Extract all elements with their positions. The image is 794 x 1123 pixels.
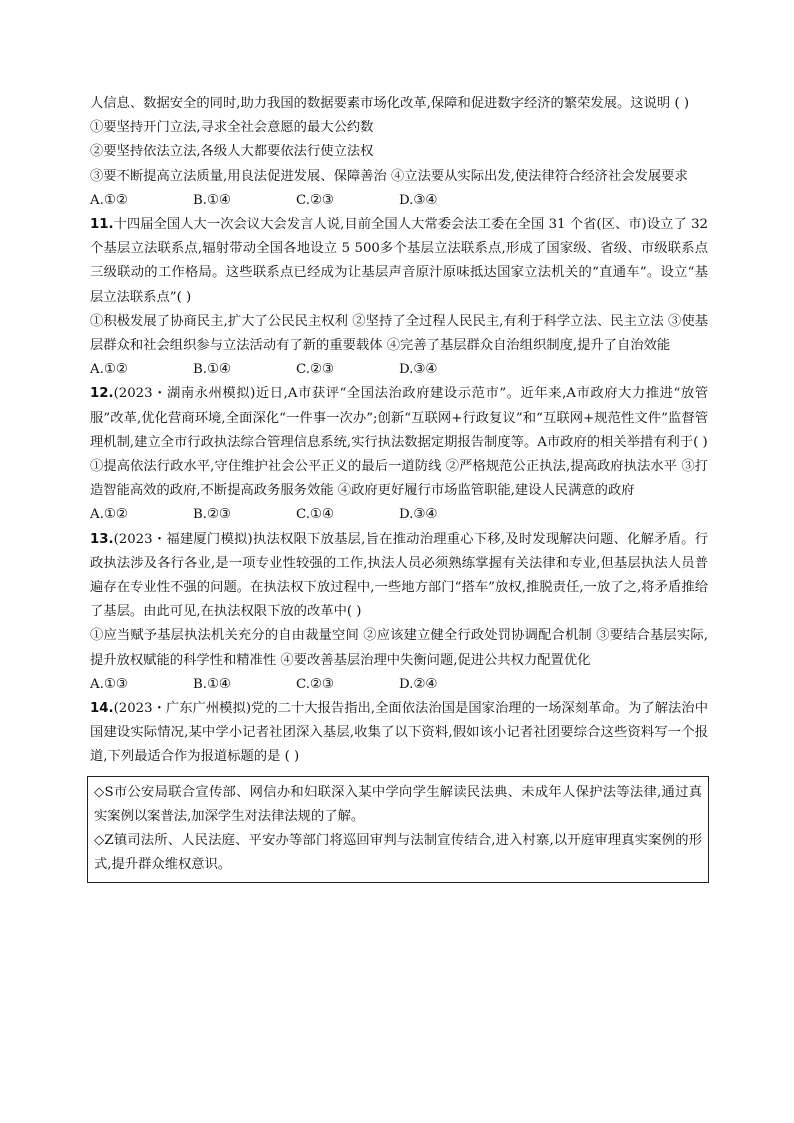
question-number: 12. [90, 386, 114, 402]
q10-stem-continued: 人信息、数据安全的同时,助力我国的数据要素市场化改革,保障和促进数字经济的繁荣发展。这说明 ( ) [90, 96, 690, 111]
material-box [87, 776, 709, 883]
exam-page [90, 92, 708, 883]
option-d[interactable]: D.③④ [399, 362, 438, 378]
q14-stem [90, 697, 708, 770]
question-number: 11. [90, 217, 114, 233]
option-d[interactable]: D.③④ [399, 507, 438, 523]
option-b[interactable]: B.①④ [193, 192, 231, 208]
option-a[interactable]: A.①② [90, 362, 128, 378]
material-item-1: ◇S市公安局联合宣传部、网信办和妇联深入某中学向学生解读民法典、未成年人保护法等法律,通过真实案例以案普法,加深学生对法律法规的了解。 [94, 784, 702, 824]
option-b[interactable]: B.②③ [193, 507, 231, 523]
q11-stem [90, 213, 708, 310]
q13-options [90, 673, 708, 697]
option-c[interactable]: C.②③ [296, 362, 334, 378]
question-number: 14. [90, 701, 114, 717]
option-c[interactable]: C.①④ [296, 507, 334, 523]
q12-statements: ①提高依法行政水平,守住维护社会公平正义的最后一道防线 ②严格规范公正执法,提高政府执法水平 ③打造智能高效的政府,不断提高政务服务效能 ④政府更好履行市场监管职能,建设人民满意的政府 [90, 459, 708, 499]
q13-stem [90, 528, 708, 625]
option-d[interactable]: D.②④ [399, 676, 438, 692]
q13-statements: ①应当赋予基层执法机关充分的自由裁量空间 ②应该建立健全行政处罚协调配合机制 ③要结合基层实际,提升放权赋能的科学性和精准性 ④要改善基层治理中失衡问题,促进公共权力配置优化 [90, 628, 708, 668]
q11-stem-text: 十四届全国人大一次会议大会发言人说,目前全国人大常委会法工委在全国 31 个省(区、市)设立了 32 个基层立法联系点,辐射带动全国各地设立 5 500多个基层立法联系点,形成了国家级、省级、市级联系点三级联动的工作格局。这些联系点已经成为让基层声音原汁原味抵达国家立法机关的“直通车”。设立“基层立法联系点”( ) [90, 217, 708, 305]
option-a[interactable]: A.①③ [90, 676, 128, 692]
option-a[interactable]: A.①② [90, 507, 128, 523]
q12-stem-text: (2023・湖南永州模拟)近日,A市获评“全国法治政府建设示范市”。近年来,A市政府大力推进“放管服”改革,优化营商环境,全面深化“一件事一次办”;创新“互联网+行政复议”和“互联网+规范性文件”监督管理机制,建立全市行政执法综合管理信息系统,实行执法数据定期报告制度等。A市政府的相关举措有利于( ) [90, 386, 708, 450]
q12-options [90, 503, 708, 527]
option-d[interactable]: D.③④ [399, 192, 438, 208]
q10-statement-1: ①要坚持开门立法,寻求全社会意愿的最大公约数 [90, 120, 374, 136]
option-a[interactable]: A.①② [90, 192, 128, 208]
q14-stem-text: (2023・广东广州模拟)党的二十大报告指出,全面依法治国是国家治理的一场深刻革命。为了解法治中国建设实际情况,某中学小记者社团深入基层,收集了以下资料,假如该小记者社团要综合这些资料写一个报道,下列最适合作为报道标题的是 ( ) [90, 701, 708, 765]
q12-stem [90, 382, 708, 455]
q11-statements: ①积极发展了协商民主,扩大了公民民主权利 ②坚持了全过程人民民主,有利于科学立法、民主立法 ③使基层群众和社会组织参与立法活动有了新的重要载体 ④完善了基层群众自治组织制度,提升了自治效能 [90, 313, 708, 354]
q10-options [90, 189, 708, 213]
option-c[interactable]: C.②③ [296, 192, 334, 208]
q13-stem-text: (2023・福建厦门模拟)执法权限下放基层,旨在推动治理重心下移,及时发现解决问题、化解矛盾。行政执法涉及各行各业,是一项专业性较强的工作,执法人员必须熟练掌握有关法律和专业,但基层执法人员普遍存在专业性不强的问题。在执法权下放过程中,一些地方部门“搭车”放权,推脱责任,一放了之,将矛盾推给了基层。由此可见,在执法权限下放的改革中( ) [90, 531, 708, 620]
material-item-2: ◇Z镇司法所、人民法庭、平安办等部门将巡回审判与法制宣传结合,进入村寨,以开庭审理真实案例的形式,提升群众维权意识。 [94, 833, 702, 873]
option-c[interactable]: C.②③ [296, 676, 334, 692]
option-b[interactable]: B.①④ [193, 676, 231, 692]
q10-statement-2: ②要坚持依法立法,各级人大都要依法行使立法权 [90, 144, 374, 160]
question-number: 13. [90, 531, 114, 547]
q11-options [90, 358, 708, 382]
q10-statement-3-4: ③要不断提高立法质量,用良法促进发展、保障善治 ④立法要从实际出发,使法律符合经济社会发展要求 [90, 168, 688, 184]
option-b[interactable]: B.①④ [193, 362, 231, 378]
